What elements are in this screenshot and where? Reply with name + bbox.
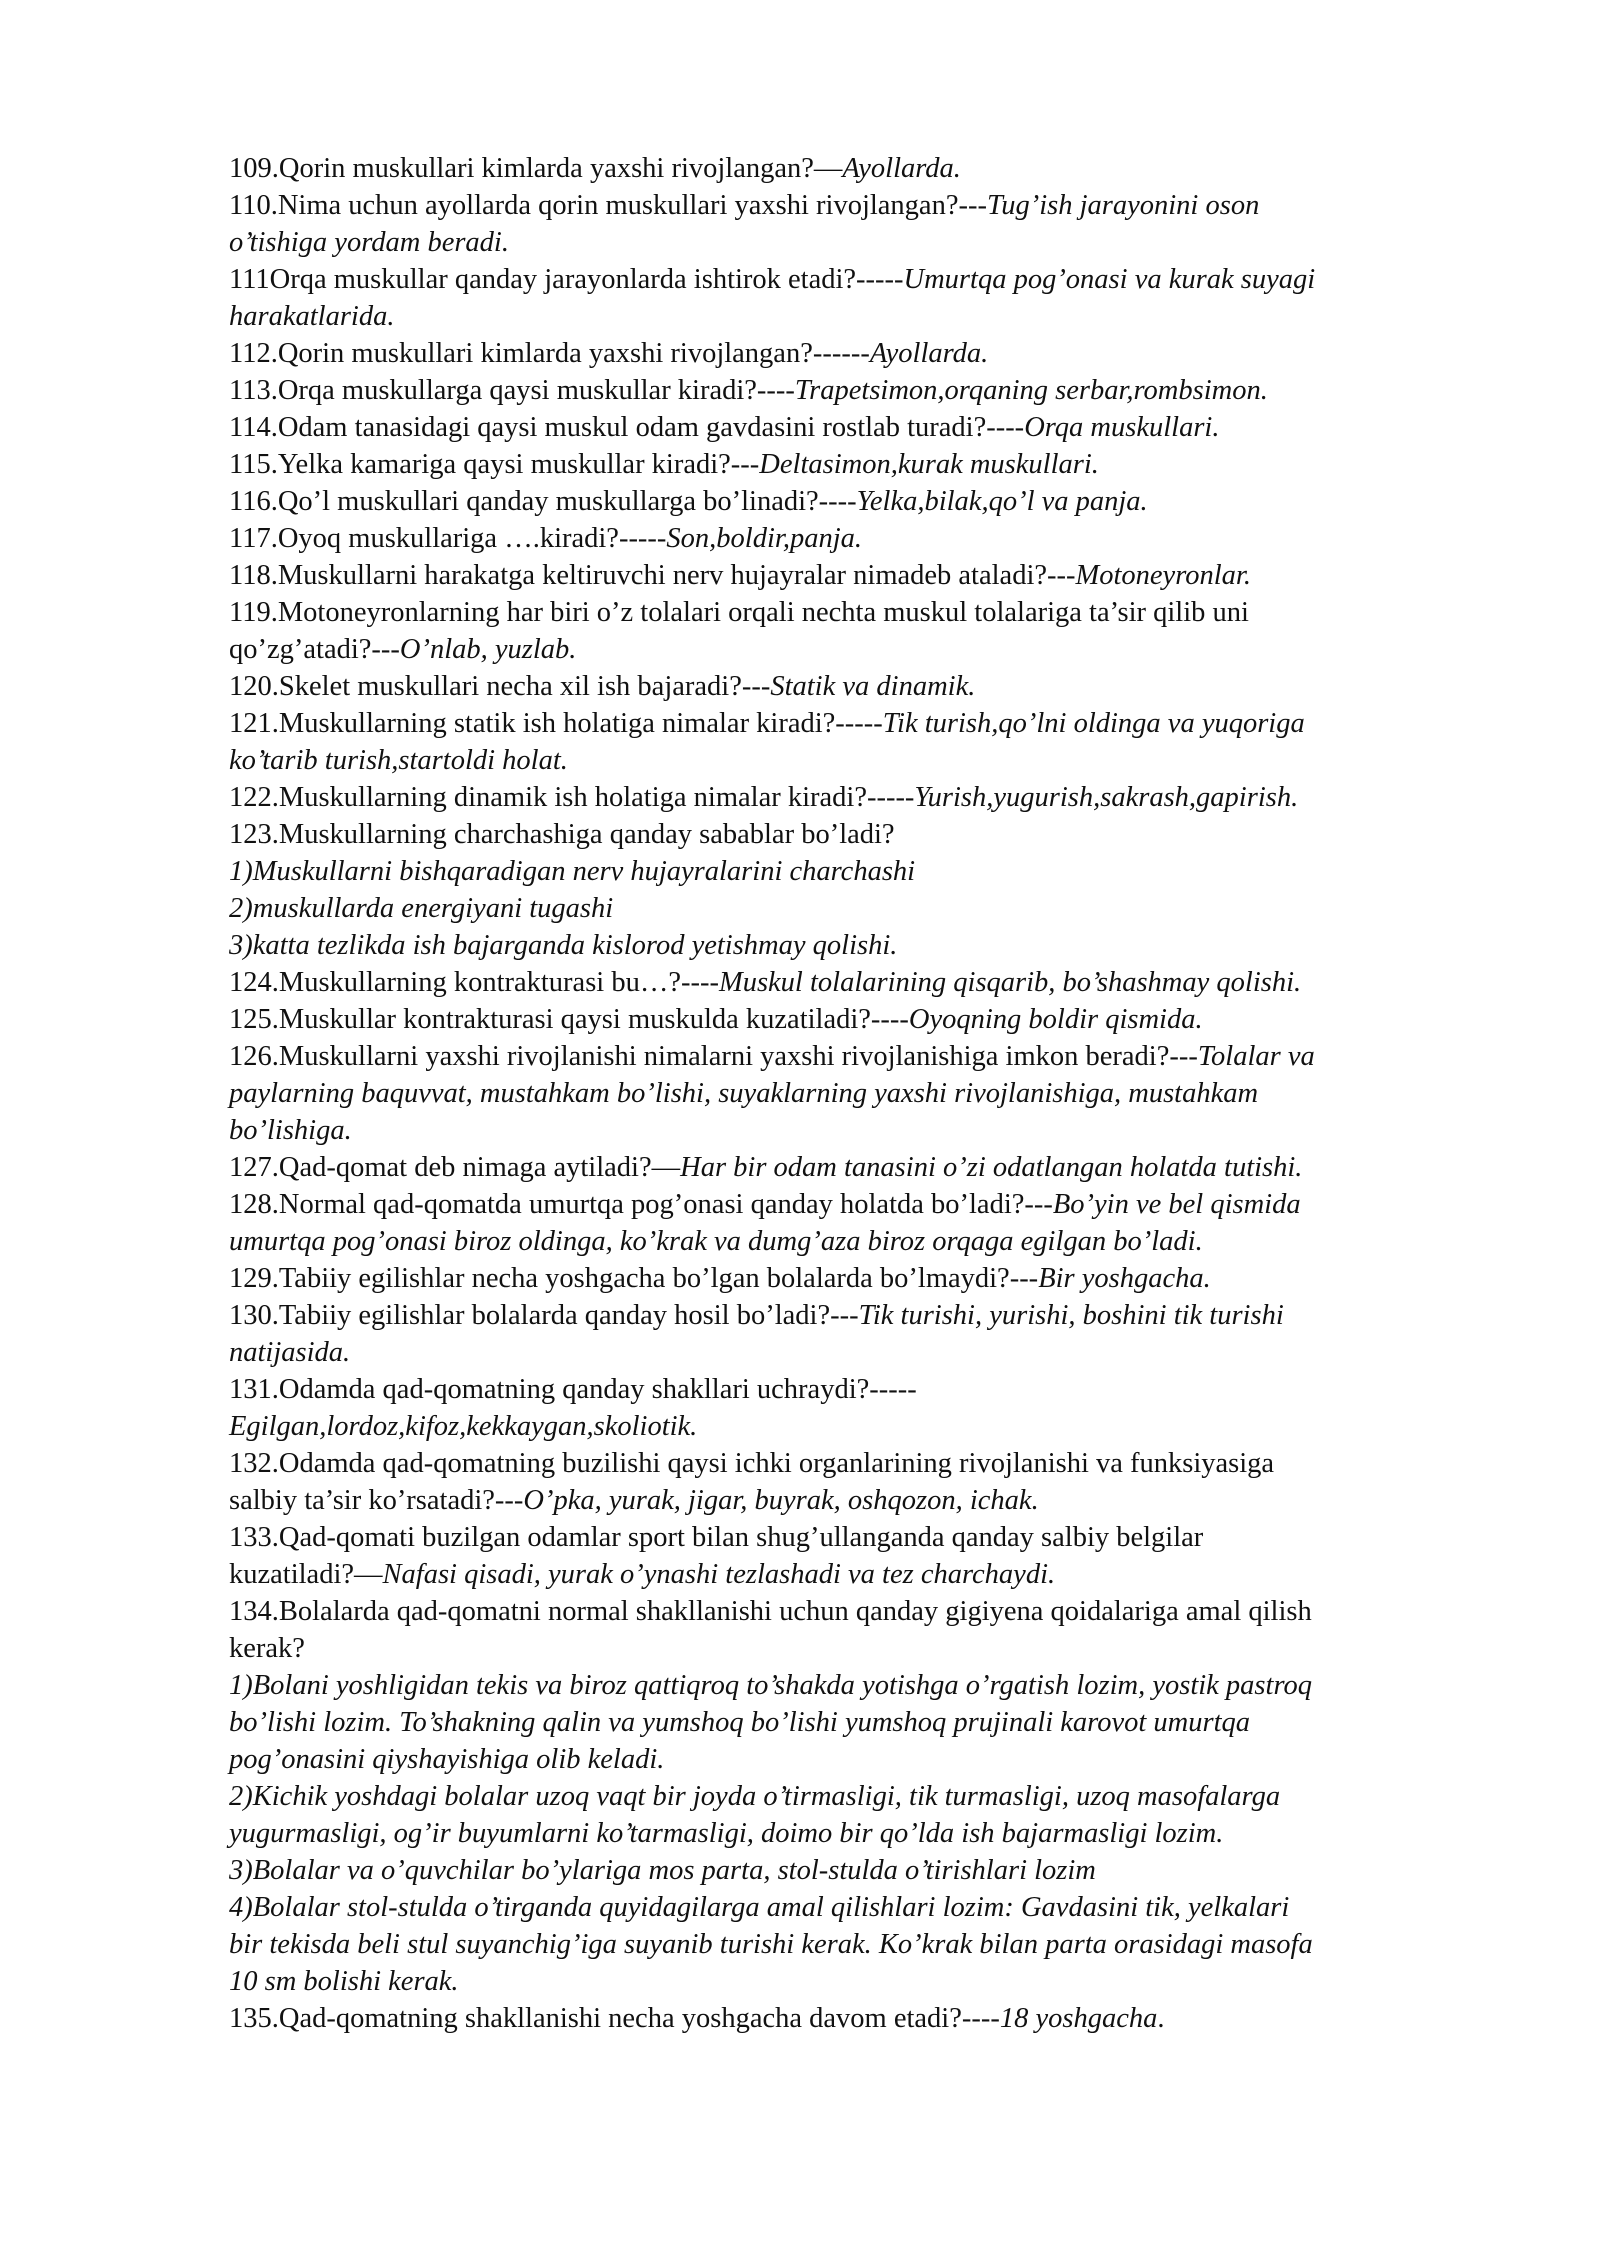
text-line — [229, 1667, 1469, 1704]
line-question: qo’zg’atadi?--- — [229, 634, 400, 665]
line-answer: pog’onasini qiyshayishiga olib keladi. — [229, 1744, 665, 1775]
text-line — [229, 853, 1469, 890]
line-answer: natijasida. — [229, 1337, 351, 1368]
text-line — [229, 335, 1469, 372]
line-question: 111Orqa muskullar qanday jarayonlarda ishtirok etadi?----- — [229, 264, 904, 295]
text-line — [229, 1963, 1469, 2000]
line-answer: 2)Kichik yoshdagi bolalar uzoq vaqt bir joyda o’tirmasligi, tik turmasligi, uzoq masofalarga — [229, 1781, 1281, 1812]
text-line — [229, 2000, 1469, 2037]
text-line — [229, 261, 1469, 298]
line-answer: o’tishiga yordam beradi. — [229, 227, 509, 258]
text-line — [229, 224, 1469, 261]
text-line — [229, 1223, 1469, 1260]
line-question: 133.Qad-qomati buzilgan odamlar sport bilan shug’ullanganda qanday salbiy belgilar — [229, 1522, 1204, 1553]
text-line — [229, 1075, 1469, 1112]
text-line — [229, 1445, 1469, 1482]
text-line — [229, 1260, 1469, 1297]
line-answer: 2)muskullarda energiyani tugashi — [229, 893, 614, 924]
line-answer: Bo’yin ve bel qismida — [1052, 1189, 1301, 1220]
text-line — [229, 594, 1469, 631]
text-line — [229, 890, 1469, 927]
line-answer: Tik turishi, yurishi, boshini tik turishi — [858, 1300, 1284, 1331]
text-line — [229, 1038, 1469, 1075]
line-answer: Egilgan,lordoz,kifoz,kekkaygan,skoliotik. — [229, 1411, 698, 1442]
text-line — [229, 409, 1469, 446]
text-line — [229, 1482, 1469, 1519]
line-question: kuzatiladi?— — [229, 1559, 383, 1590]
line-answer: Tik turish,qo’lni oldinga va yuqoriga — [882, 708, 1305, 739]
line-answer: Son,boldir,panja. — [666, 523, 862, 554]
text-line — [229, 1741, 1469, 1778]
line-question: 120.Skelet muskullari necha xil ish bajaradi?--- — [229, 671, 771, 702]
line-answer: 3)Bolalar va o’quvchilar bo’ylariga mos parta, stol-stulda o’tirishlari lozim — [229, 1855, 1096, 1886]
line-question: 110.Nima uchun ayollarda qorin muskullari yaxshi rivojlangan?--- — [229, 190, 987, 221]
line-question: 130.Tabiiy egilishlar bolalarda qanday hosil bo’ladi?--- — [229, 1300, 859, 1331]
line-answer: Ayollarda. — [869, 338, 989, 369]
text-line — [229, 1852, 1469, 1889]
text-line — [229, 557, 1469, 594]
line-answer: 4)Bolalar stol-stulda o’tirganda quyidagilarga amal qilishlari lozim: Gavdasini tik, yelkalari — [229, 1892, 1290, 1923]
line-answer: Yurish,yugurish,sakrash,gapirish. — [914, 782, 1299, 813]
line-question: salbiy ta’sir ko’rsatadi?--- — [229, 1485, 524, 1516]
text-line — [229, 816, 1469, 853]
line-answer: Tug’ish jarayonini oson — [986, 190, 1260, 221]
line-answer: ko’tarib turish,startoldi holat. — [229, 745, 568, 776]
text-line — [229, 372, 1469, 409]
text-line — [229, 631, 1469, 668]
text-line — [229, 1001, 1469, 1038]
line-answer: Ayollarda. — [842, 153, 961, 184]
line-question: 128.Normal qad-qomatda umurtqa pog’onasi qanday holatda bo’ladi?--- — [229, 1189, 1053, 1220]
text-line — [229, 483, 1469, 520]
text-line — [229, 1149, 1469, 1186]
line-question: 117.Oyoq muskullariga ….kiradi?----- — [229, 523, 667, 554]
line-answer: harakatlarida. — [229, 301, 395, 332]
text-line — [229, 705, 1469, 742]
line-question: 121.Muskullarning statik ish holatiga nimalar kiradi?----- — [229, 708, 883, 739]
line-answer: O’nlab, yuzlab. — [399, 634, 577, 665]
line-answer: 3)katta tezlikda ish bajarganda kislorod yetishmay qolishi. — [229, 930, 898, 961]
line-answer: 18 yoshgacha — [999, 2003, 1158, 2034]
line-question: 129.Tabiiy egilishlar necha yoshgacha bo’lgan bolalarda bo’lmaydi?--- — [229, 1263, 1039, 1294]
text-line — [229, 1519, 1469, 1556]
line-question: 134.Bolalarda qad-qomatni normal shakllanishi uchun qanday gigiyena qoidalariga amal qilish — [229, 1596, 1312, 1627]
line-question: . — [1157, 2003, 1165, 2034]
line-answer: Umurtqa pog’onasi va kurak suyagi — [903, 264, 1316, 295]
text-line — [229, 1630, 1469, 1667]
text-line — [229, 668, 1469, 705]
text-line — [229, 1297, 1469, 1334]
line-answer: bo’lishi lozim. To’shakning qalin va yumshoq bo’lishi yumshoq prujinali karovot umurtqa — [229, 1707, 1251, 1738]
text-line — [229, 446, 1469, 483]
text-line — [229, 1186, 1469, 1223]
line-answer: yugurmasligi, og’ir buyumlarni ko’tarmasligi, doimo bir qo’lda ish bajarmasligi lozim. — [229, 1818, 1224, 1849]
line-answer: bir tekisda beli stul suyanchig’iga suyanib turishi kerak. Ko’krak bilan parta orasidagi masofa — [229, 1929, 1313, 1960]
line-answer: umurtqa pog’onasi biroz oldinga, ko’krak va dumg’aza biroz orqaga egilgan bo’ladi. — [229, 1226, 1203, 1257]
line-answer: Trapetsimon,orqaning serbar,rombsimon. — [794, 375, 1268, 406]
line-answer: 10 sm bolishi kerak. — [229, 1966, 459, 1997]
line-answer: Tolalar va — [1197, 1041, 1315, 1072]
line-question: 124.Muskullarning kontrakturasi bu…?---- — [229, 967, 719, 998]
text-line — [229, 1556, 1469, 1593]
line-question: 116.Qo’l muskullari qanday muskullarga bo’linadi?---- — [229, 486, 857, 517]
text-line — [229, 1926, 1469, 1963]
line-answer: bo’lishiga. — [229, 1115, 352, 1146]
text-line — [229, 964, 1469, 1001]
line-answer: 1)Muskullarni bishqaradigan nerv hujayralarini charchashi — [229, 856, 916, 887]
text-line — [229, 1704, 1469, 1741]
text-line — [229, 298, 1469, 335]
line-question: 109.Qorin muskullari kimlarda yaxshi rivojlangan?— — [229, 153, 843, 184]
line-question: 114.Odam tanasidagi qaysi muskul odam gavdasini rostlab turadi?---- — [229, 412, 1025, 443]
line-question: 126.Muskullarni yaxshi rivojlanishi nimalarni yaxshi rivojlanishiga imkon beradi?--- — [229, 1041, 1198, 1072]
line-question: 122.Muskullarning dinamik ish holatiga nimalar kiradi?----- — [229, 782, 915, 813]
line-question: 123.Muskullarning charchashiga qanday sabablar bo’ladi? — [229, 819, 895, 850]
text-line — [229, 520, 1469, 557]
line-answer: Har bir odam tanasini o’zi odatlangan holatda tutishi. — [680, 1152, 1303, 1183]
line-answer: 1)Bolani yoshligidan tekis va biroz qattiqroq to’shakda yotishga o’rgatish lozim, yostik pastroq — [229, 1670, 1312, 1701]
line-question: kerak? — [229, 1633, 305, 1664]
text-line — [229, 187, 1469, 224]
text-line — [229, 742, 1469, 779]
text-line — [229, 779, 1469, 816]
line-answer: Oyoqning boldir qismida. — [908, 1004, 1203, 1035]
line-question: 113.Orqa muskullarga qaysi muskullar kiradi?---- — [229, 375, 795, 406]
line-answer: Nafasi qisadi, yurak o’ynashi tezlashadi va tez charchaydi. — [382, 1559, 1056, 1590]
line-question: 127.Qad-qomat deb nimaga aytiladi?— — [229, 1152, 681, 1183]
document-body — [229, 150, 1469, 2037]
line-question: 115.Yelka kamariga qaysi muskullar kiradi?--- — [229, 449, 760, 480]
text-line — [229, 150, 1469, 187]
text-line — [229, 1593, 1469, 1630]
text-line — [229, 927, 1469, 964]
line-answer: Motoneyronlar. — [1075, 560, 1251, 591]
text-line — [229, 1889, 1469, 1926]
line-question: 112.Qorin muskullari kimlarda yaxshi rivojlangan?------ — [229, 338, 870, 369]
text-line — [229, 1778, 1469, 1815]
text-line — [229, 1815, 1469, 1852]
line-answer: O’pka, yurak, jigar, buyrak, oshqozon, ichak. — [523, 1485, 1039, 1516]
text-line — [229, 1371, 1469, 1408]
line-answer: Muskul tolalarining qisqarib, bo’shashmay qolishi. — [718, 967, 1302, 998]
text-line — [229, 1112, 1469, 1149]
text-line — [229, 1408, 1469, 1445]
line-answer: Statik va dinamik. — [770, 671, 976, 702]
line-answer: Deltasimon,kurak muskullari. — [759, 449, 1099, 480]
line-answer: Orqa muskullari. — [1024, 412, 1220, 443]
line-question: 119.Motoneyronlarning har biri o’z tolalari orqali nechta muskul tolalariga ta’sir qilib uni — [229, 597, 1249, 628]
line-question: 131.Odamda qad-qomatning qanday shakllari uchraydi?----- — [229, 1374, 917, 1405]
line-answer: Yelka,bilak,qo’l va panja. — [856, 486, 1148, 517]
line-question: 135.Qad-qomatning shakllanishi necha yoshgacha davom etadi?---- — [229, 2003, 1000, 2034]
text-line — [229, 1334, 1469, 1371]
line-question: 132.Odamda qad-qomatning buzilishi qaysi ichki organlarining rivojlanishi va funksiyasiga — [229, 1448, 1275, 1479]
line-answer: Bir yoshgacha. — [1038, 1263, 1211, 1294]
line-answer: paylarning baquvvat, mustahkam bo’lishi, suyaklarning yaxshi rivojlanishiga, mustahkam — [229, 1078, 1259, 1109]
line-question: 125.Muskullar kontrakturasi qaysi muskulda kuzatiladi?---- — [229, 1004, 909, 1035]
line-question: 118.Muskullarni harakatga keltiruvchi nerv hujayralar nimadeb ataladi?--- — [229, 560, 1076, 591]
